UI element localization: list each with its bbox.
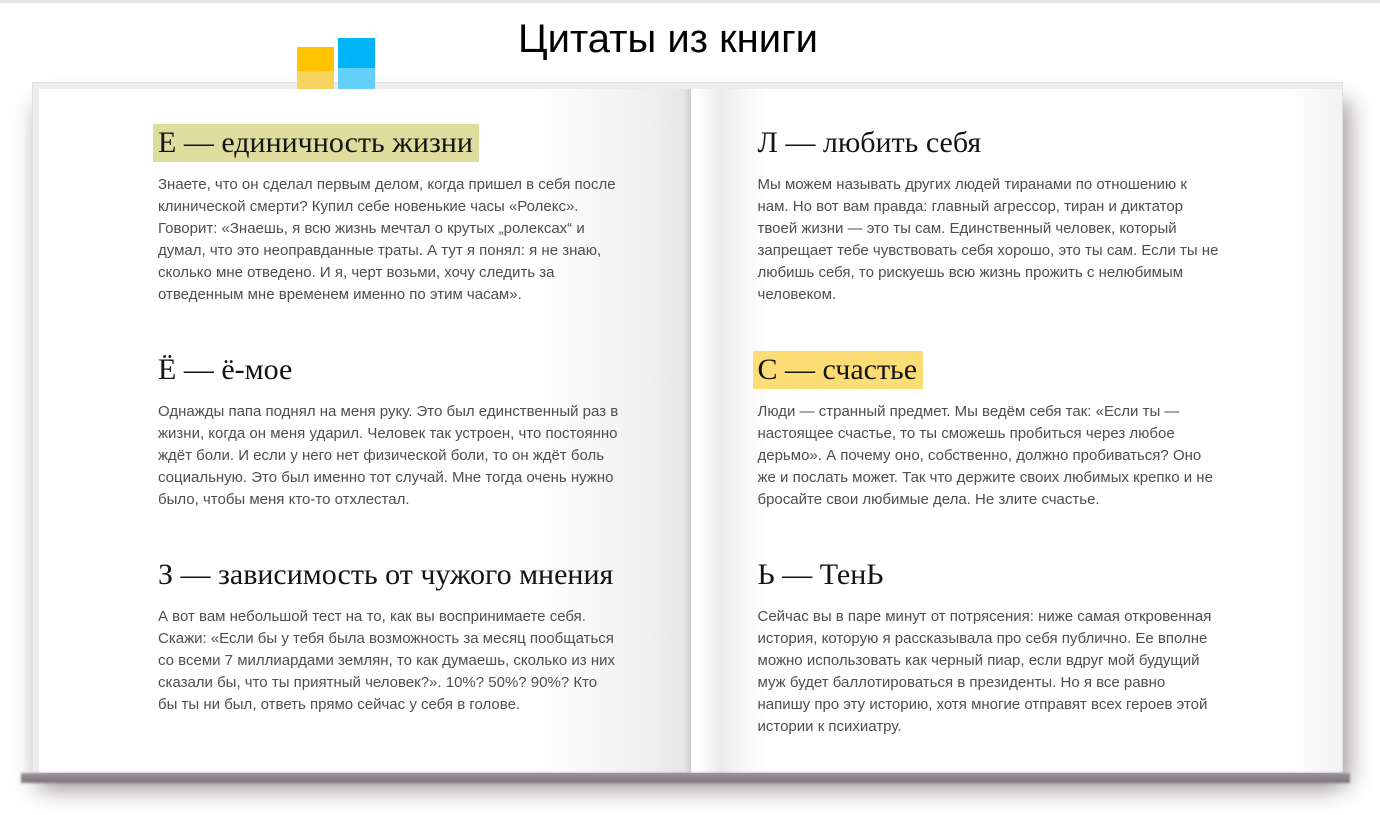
quote-text: Знаете, что он сделал первым делом, когда пришел в себя после клинической смерти? Купил себе новенькие часы «Ролекс». Говорит: «Знаешь, я всю жизнь мечтал о крутых „ролексах“ и думал, что это неоправданные траты. А тут я понял: я не знаю, сколько мне отведено. И я, черт возьми, хочу следить за отведенным мне временем именно по этим часам». [158,176,616,303]
logo-blue-bottom [338,68,375,89]
logo-yellow-square-icon [297,47,334,89]
brand-logo [297,38,375,89]
quote-section [158,123,620,306]
quote-heading [758,555,1221,595]
logo-blue-top [338,38,375,68]
quote-heading [758,350,1221,390]
book-spread [32,82,1343,773]
quote-heading-text: Л — любить себя [757,126,982,159]
book-page-right [691,89,1343,773]
quote-heading [158,350,620,390]
quote-heading-text: С — счастье [753,351,924,389]
book-page-left [39,89,691,773]
quote-text: А вот вам небольшой тест на то, как вы воспринимаете себя. Скажи: «Если бы у тебя была возможность за месяц пообщаться со всеми 7 миллиардами землян, то как думаешь, сколько из них сказали бы, что ты приятный человек?». 10%? 50%? 90%? Кто бы ты ни был, ответь прямо сейчас у себя в голове. [158,608,615,713]
page-title: Цитаты из книги [517,17,819,61]
quote-text: Мы можем называть других людей тиранами по отношению к нам. Но вот вам правда: главный агрессор, тиран и диктатор твоей жизни — это ты сам. Единственный человек, который запрещает тебе чувствовать себя хорошо, это ты сам. Если ты не любишь себя, то рискуешь всю жизнь прожить с нелюбимым человеком. [757,176,1219,303]
quote-heading [158,123,620,163]
logo-yellow-top [297,47,334,71]
quote-heading-text: Ё — ё-мое [158,353,293,386]
quote-heading-text: Е — единичность жизни [153,124,479,162]
quote-text: Однажды папа поднял на меня руку. Это был единственный раз в жизни, когда он меня ударил. Человек так устроен, что постоянно ждёт боли. И если у него нет физической боли, то он ждёт боль социальную. Это был именно тот случай. Мне тогда очень нужно было, чтобы меня кто-то отхлестал. [158,403,619,508]
quote-section [758,555,1221,738]
quote-section [158,555,620,716]
quote-heading-text: З — зависимость от чужого мнения [158,558,614,591]
quote-section [158,350,620,511]
quote-heading [758,123,1221,163]
quote-heading-text: Ь — ТенЬ [757,558,884,591]
page-header [0,3,1380,79]
logo-yellow-bottom [297,71,334,89]
book-pages [39,89,1342,773]
logo-blue-square-icon [338,38,375,89]
quote-text: Люди — странный предмет. Мы ведём себя так: «Если ты — настоящее счастье, то ты сможешь пробиться через любое дерьмо». А почему оно, собственно, должно пробиваться? Оно же и послать может. Так что держите своих любимых крепко и не бросайте свои любимые дела. Не злите счастье. [757,403,1213,508]
quote-heading [158,555,620,595]
quote-text: Сейчас вы в паре минут от потрясения: ниже самая откровенная история, которую я рассказывала про себя публично. Ее вполне можно использовать как черный пиар, если вдруг мой будущий муж будет баллотироваться в президенты. Но я все равно напишу про эту историю, хотя многие отправят всех героев этой истории к психиатру. [757,608,1212,735]
quote-section [758,350,1221,511]
quote-section [758,123,1221,306]
